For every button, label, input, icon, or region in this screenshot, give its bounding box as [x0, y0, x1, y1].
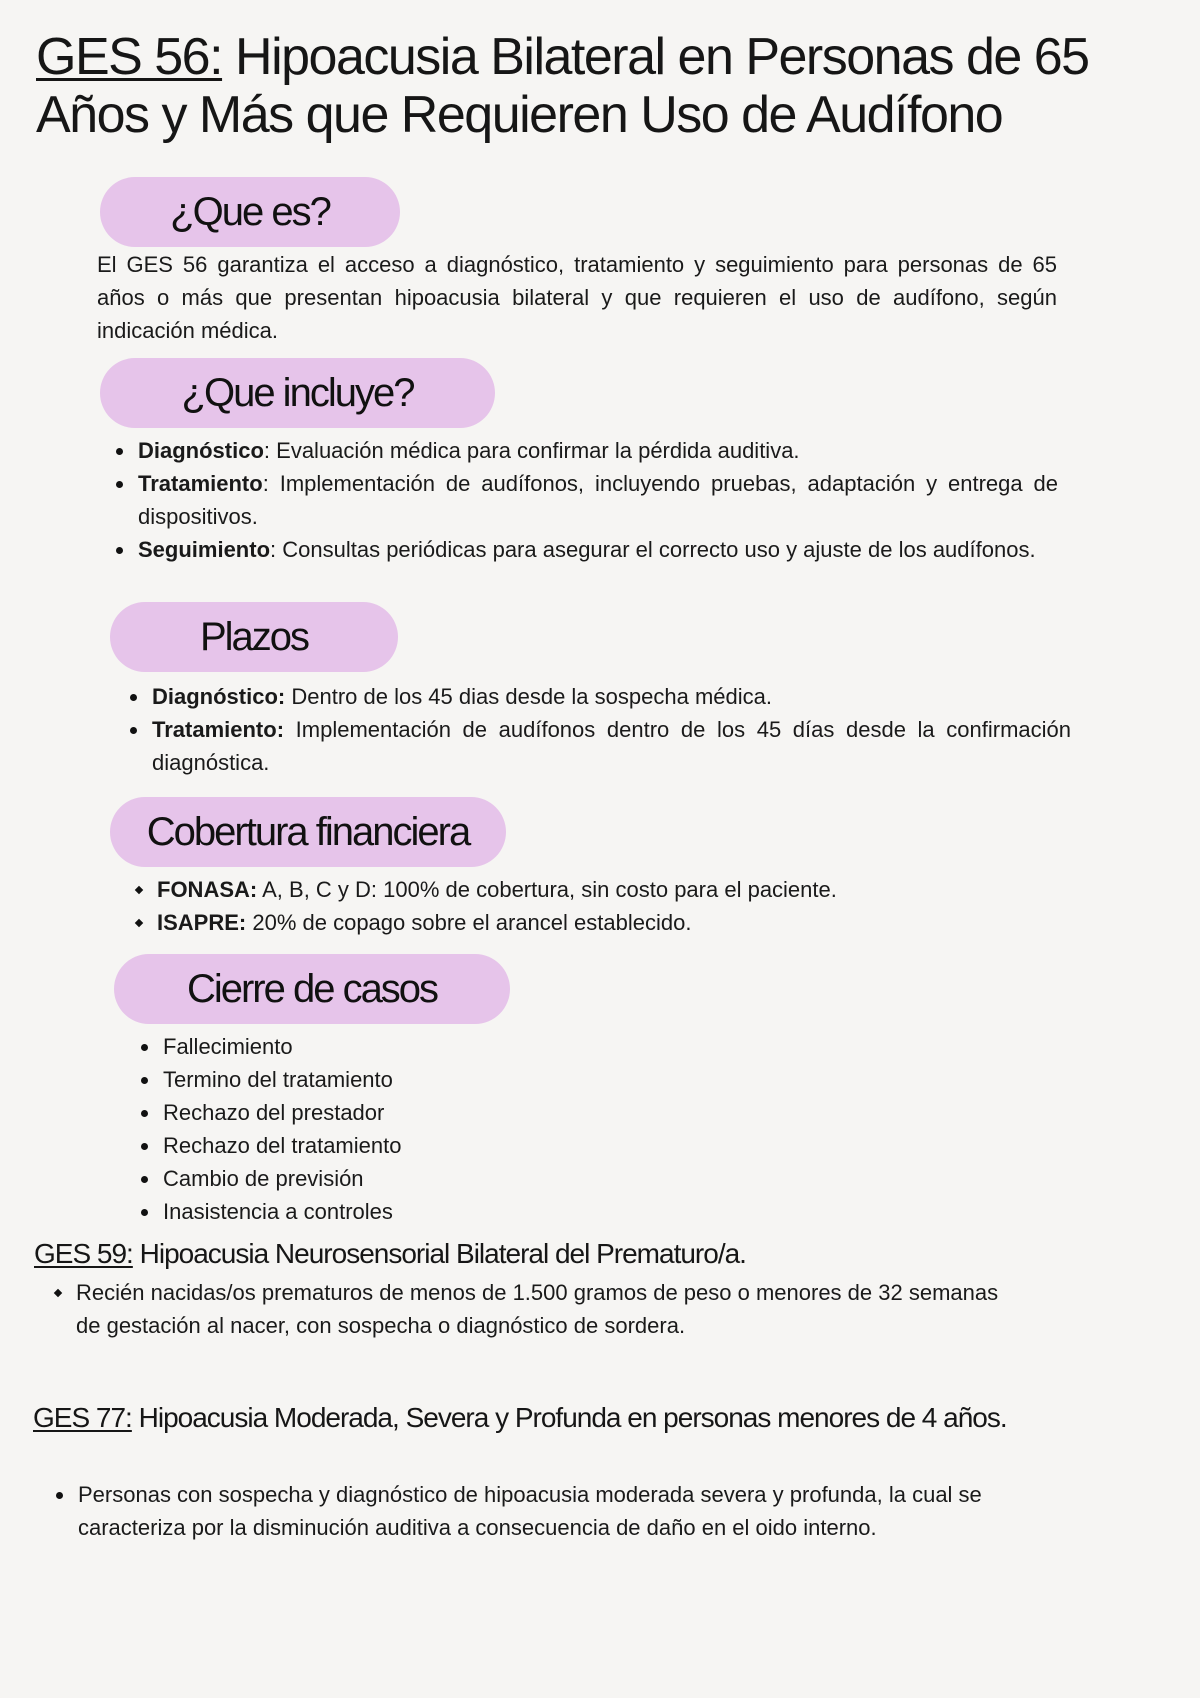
list-item	[112, 434, 1058, 467]
item-text: A, B, C y D: 100% de cobertura, sin costo para el paciente.	[257, 877, 837, 902]
item-text: Evaluación médica para confirmar la pérdida auditiva.	[270, 438, 800, 463]
section-heading-plazos	[110, 602, 398, 672]
item-term: Tratamiento	[138, 471, 263, 496]
item-text: Consultas periódicas para asegurar el correcto uso y ajuste de los audífonos.	[276, 537, 1036, 562]
list-item	[112, 533, 1058, 566]
heading-label: Plazos	[199, 614, 309, 659]
heading-label: Cobertura financiera	[146, 809, 470, 854]
ges59-list	[50, 1276, 1010, 1342]
list-item: Termino del tratamiento	[137, 1063, 737, 1096]
page-title	[36, 28, 1176, 144]
item-text: Dentro de los 45 dias desde la sospecha médica.	[285, 684, 772, 709]
list-item: Fallecimiento	[137, 1030, 737, 1063]
item-sep: :	[262, 471, 269, 496]
ges-code: GES 56:	[36, 28, 223, 86]
section-heading-que-incluye	[100, 358, 495, 428]
item-sep: :	[270, 537, 277, 562]
list-item: Rechazo del tratamiento	[137, 1129, 737, 1162]
ges-title: Hipoacusia Neurosensorial Bilateral del Prematuro/a.	[132, 1238, 746, 1269]
list-item: Personas con sospecha y diagnóstico de hipoacusia moderada severa y profunda, la cual se caracteriza por la disminución auditiva a consecuencia de daño en el oido interno.	[52, 1478, 1012, 1544]
heading-label: Cierre de casos	[186, 966, 438, 1011]
item-term: Tratamiento:	[152, 717, 285, 742]
list-item: Cambio de previsión	[137, 1162, 737, 1195]
list-item: Inasistencia a controles	[137, 1195, 737, 1228]
ges77-heading	[33, 1402, 1007, 1434]
list-item	[112, 467, 1058, 533]
item-sep: :	[263, 438, 271, 463]
cobertura-list	[131, 873, 1071, 939]
item-term: Diagnóstico	[138, 438, 264, 463]
item-text: Implementación de audífonos dentro de los 45 días desde la confirmación diagnóstica.	[152, 717, 1071, 775]
heading-label: ¿Que es?	[170, 189, 330, 234]
plazos-list	[126, 680, 1071, 779]
item-text: Implementación de audífonos, incluyendo pruebas, adaptación y entrega de dispositivos.	[138, 471, 1058, 529]
cierre-list	[137, 1030, 737, 1228]
list-item	[126, 680, 1071, 713]
ges59-heading	[34, 1238, 746, 1270]
section-heading-cierre	[114, 954, 510, 1024]
list-item: Recién nacidas/os prematuros de menos de 1.500 gramos de peso o menores de 32 semanas de gestación al nacer, con sospecha o diagnóstico de sordera.	[50, 1276, 1010, 1342]
que-es-paragraph: El GES 56 garantiza el acceso a diagnóstico, tratamiento y seguimiento para personas de 65 años o más que presentan hipoacusia bilateral y que requieren el uso de audífono, según indicación médica.	[97, 252, 1057, 343]
item-text: 20% de copago sobre el arancel establecido.	[246, 910, 692, 935]
ges-title: Hipoacusia Moderada, Severa y Profunda en personas menores de 4 años.	[131, 1402, 1007, 1433]
item-term: ISAPRE:	[157, 910, 247, 935]
item-term: FONASA:	[157, 877, 258, 902]
ges-code: GES 59:	[34, 1238, 133, 1269]
ges77-list	[52, 1478, 1012, 1544]
list-item	[131, 906, 1071, 939]
list-item	[126, 713, 1071, 779]
title-text: Hipoacusia Bilateral en Personas de 65 Años y Más que Requieren Uso de Audífono	[36, 28, 1089, 144]
section-heading-que-es	[100, 177, 400, 247]
list-item	[131, 873, 1071, 906]
item-term: Diagnóstico:	[152, 684, 286, 709]
item-term: Seguimiento	[138, 537, 271, 562]
heading-label: ¿Que incluye?	[181, 370, 414, 415]
que-incluye-list	[112, 434, 1058, 566]
list-item: Rechazo del prestador	[137, 1096, 737, 1129]
section-heading-cobertura	[110, 797, 506, 867]
ges-code: GES 77:	[33, 1402, 132, 1433]
